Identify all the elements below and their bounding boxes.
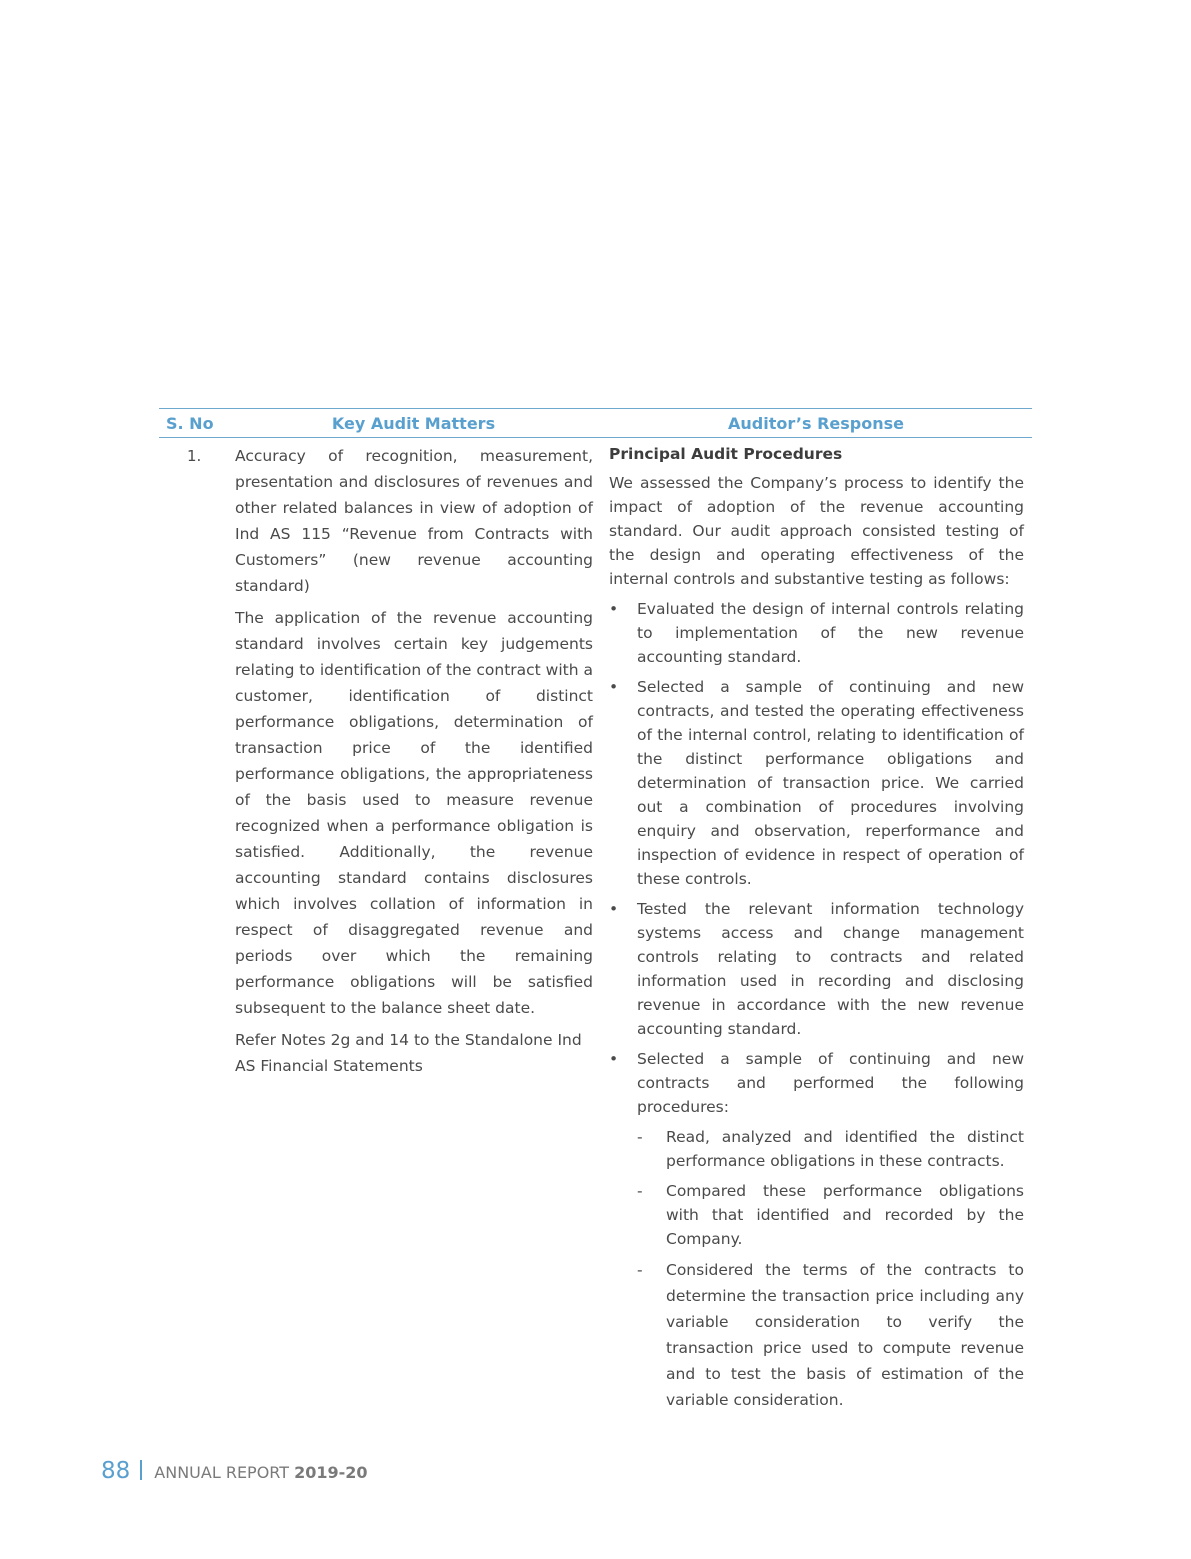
bullet-text: Selected a sample of continuing and new contracts and performed the following procedures: — [637, 1050, 1024, 1116]
header-auditors-response: Auditor’s Response — [728, 414, 904, 433]
sub-item — [609, 1257, 1024, 1413]
sub-item — [609, 1125, 1024, 1173]
response-title: Principal Audit Procedures — [609, 445, 843, 463]
dash-marker: - — [637, 1261, 643, 1279]
sub-item-text: Read, analyzed and identified the distinct performance obligations in these contracts. — [666, 1128, 1024, 1170]
bullet-marker: • — [609, 678, 619, 696]
key-audit-matters-table — [159, 408, 1032, 438]
sub-item-text: Considered the terms of the contracts to determine the transaction price including any variable consideration to verify the transaction price used to compute revenue and to test the basis of estimation of the variable consideration. — [666, 1261, 1024, 1409]
bullet-item — [609, 597, 1024, 669]
sub-item — [609, 1179, 1024, 1251]
header-key-audit-matters: Key Audit Matters — [331, 414, 496, 433]
footer-divider — [140, 1460, 142, 1480]
report-year: 2019-20 — [294, 1463, 368, 1482]
kam-paragraph: Refer Notes 2g and 14 to the Standalone Ind AS Financial Statements — [235, 1031, 582, 1075]
kam-paragraph: Accuracy of recognition, measurement, presentation and disclosures of revenues and other related balances in view of adoption of Ind AS 115 “Revenue from Contracts with Customers” (new revenue accounting standard) — [235, 447, 593, 595]
header-sno: S. No — [166, 414, 214, 433]
page-number: 88 — [101, 1458, 131, 1484]
bullet-item — [609, 897, 1024, 1041]
bullet-marker: • — [609, 1050, 619, 1068]
bullet-text: Selected a sample of continuing and new contracts, and tested the operating effectiveness of the internal control, relating to identification of the distinct performance obligations and determination of transaction price. We carried out a combination of procedures involving enquiry and observation, reperformance and inspection of evidence in respect of operation of these controls. — [637, 678, 1024, 888]
kam-paragraph: The application of the revenue accounting standard involves certain key judgements relating to identification of the contract with a customer, identification of distinct performance obligations, determination of transaction price of the identified performance obligations, the appropriateness of the basis used to measure revenue recognized when a performance obligation is satisfied. Additionally, the revenue accounting standard contains disclosures which involves collation of information in respect of disaggregated revenue and periods over which the remaining performance obligations will be satisfied subsequent to the balance sheet date. — [235, 609, 593, 1017]
page-footer — [101, 1458, 368, 1484]
bullet-marker: • — [609, 900, 619, 918]
key-audit-matter-cell — [235, 443, 593, 1085]
bullet-marker: • — [609, 600, 619, 618]
dash-marker: - — [637, 1128, 643, 1146]
row-serial-number: 1. — [187, 447, 202, 465]
table-header-row — [159, 408, 1032, 438]
report-label: ANNUAL REPORT — [154, 1463, 290, 1482]
bullet-item — [609, 675, 1024, 891]
dash-marker: - — [637, 1182, 643, 1200]
bullet-text: Evaluated the design of internal controls relating to implementation of the new revenue accounting standard. — [637, 600, 1024, 666]
bullet-item — [609, 1047, 1024, 1119]
sub-item-text: Compared these performance obligations with that identified and recorded by the Company. — [666, 1182, 1024, 1248]
response-intro: We assessed the Company’s process to identify the impact of adoption of the revenue accounting standard. Our audit approach consisted testing of the design and operating effectiveness of the internal controls and substantive testing as follows: — [609, 474, 1024, 588]
auditors-response-cell — [609, 443, 1024, 1419]
bullet-text: Tested the relevant information technology systems access and change management controls relating to contracts and related information used in recording and disclosing revenue in accordance with the new revenue accounting standard. — [637, 900, 1024, 1038]
